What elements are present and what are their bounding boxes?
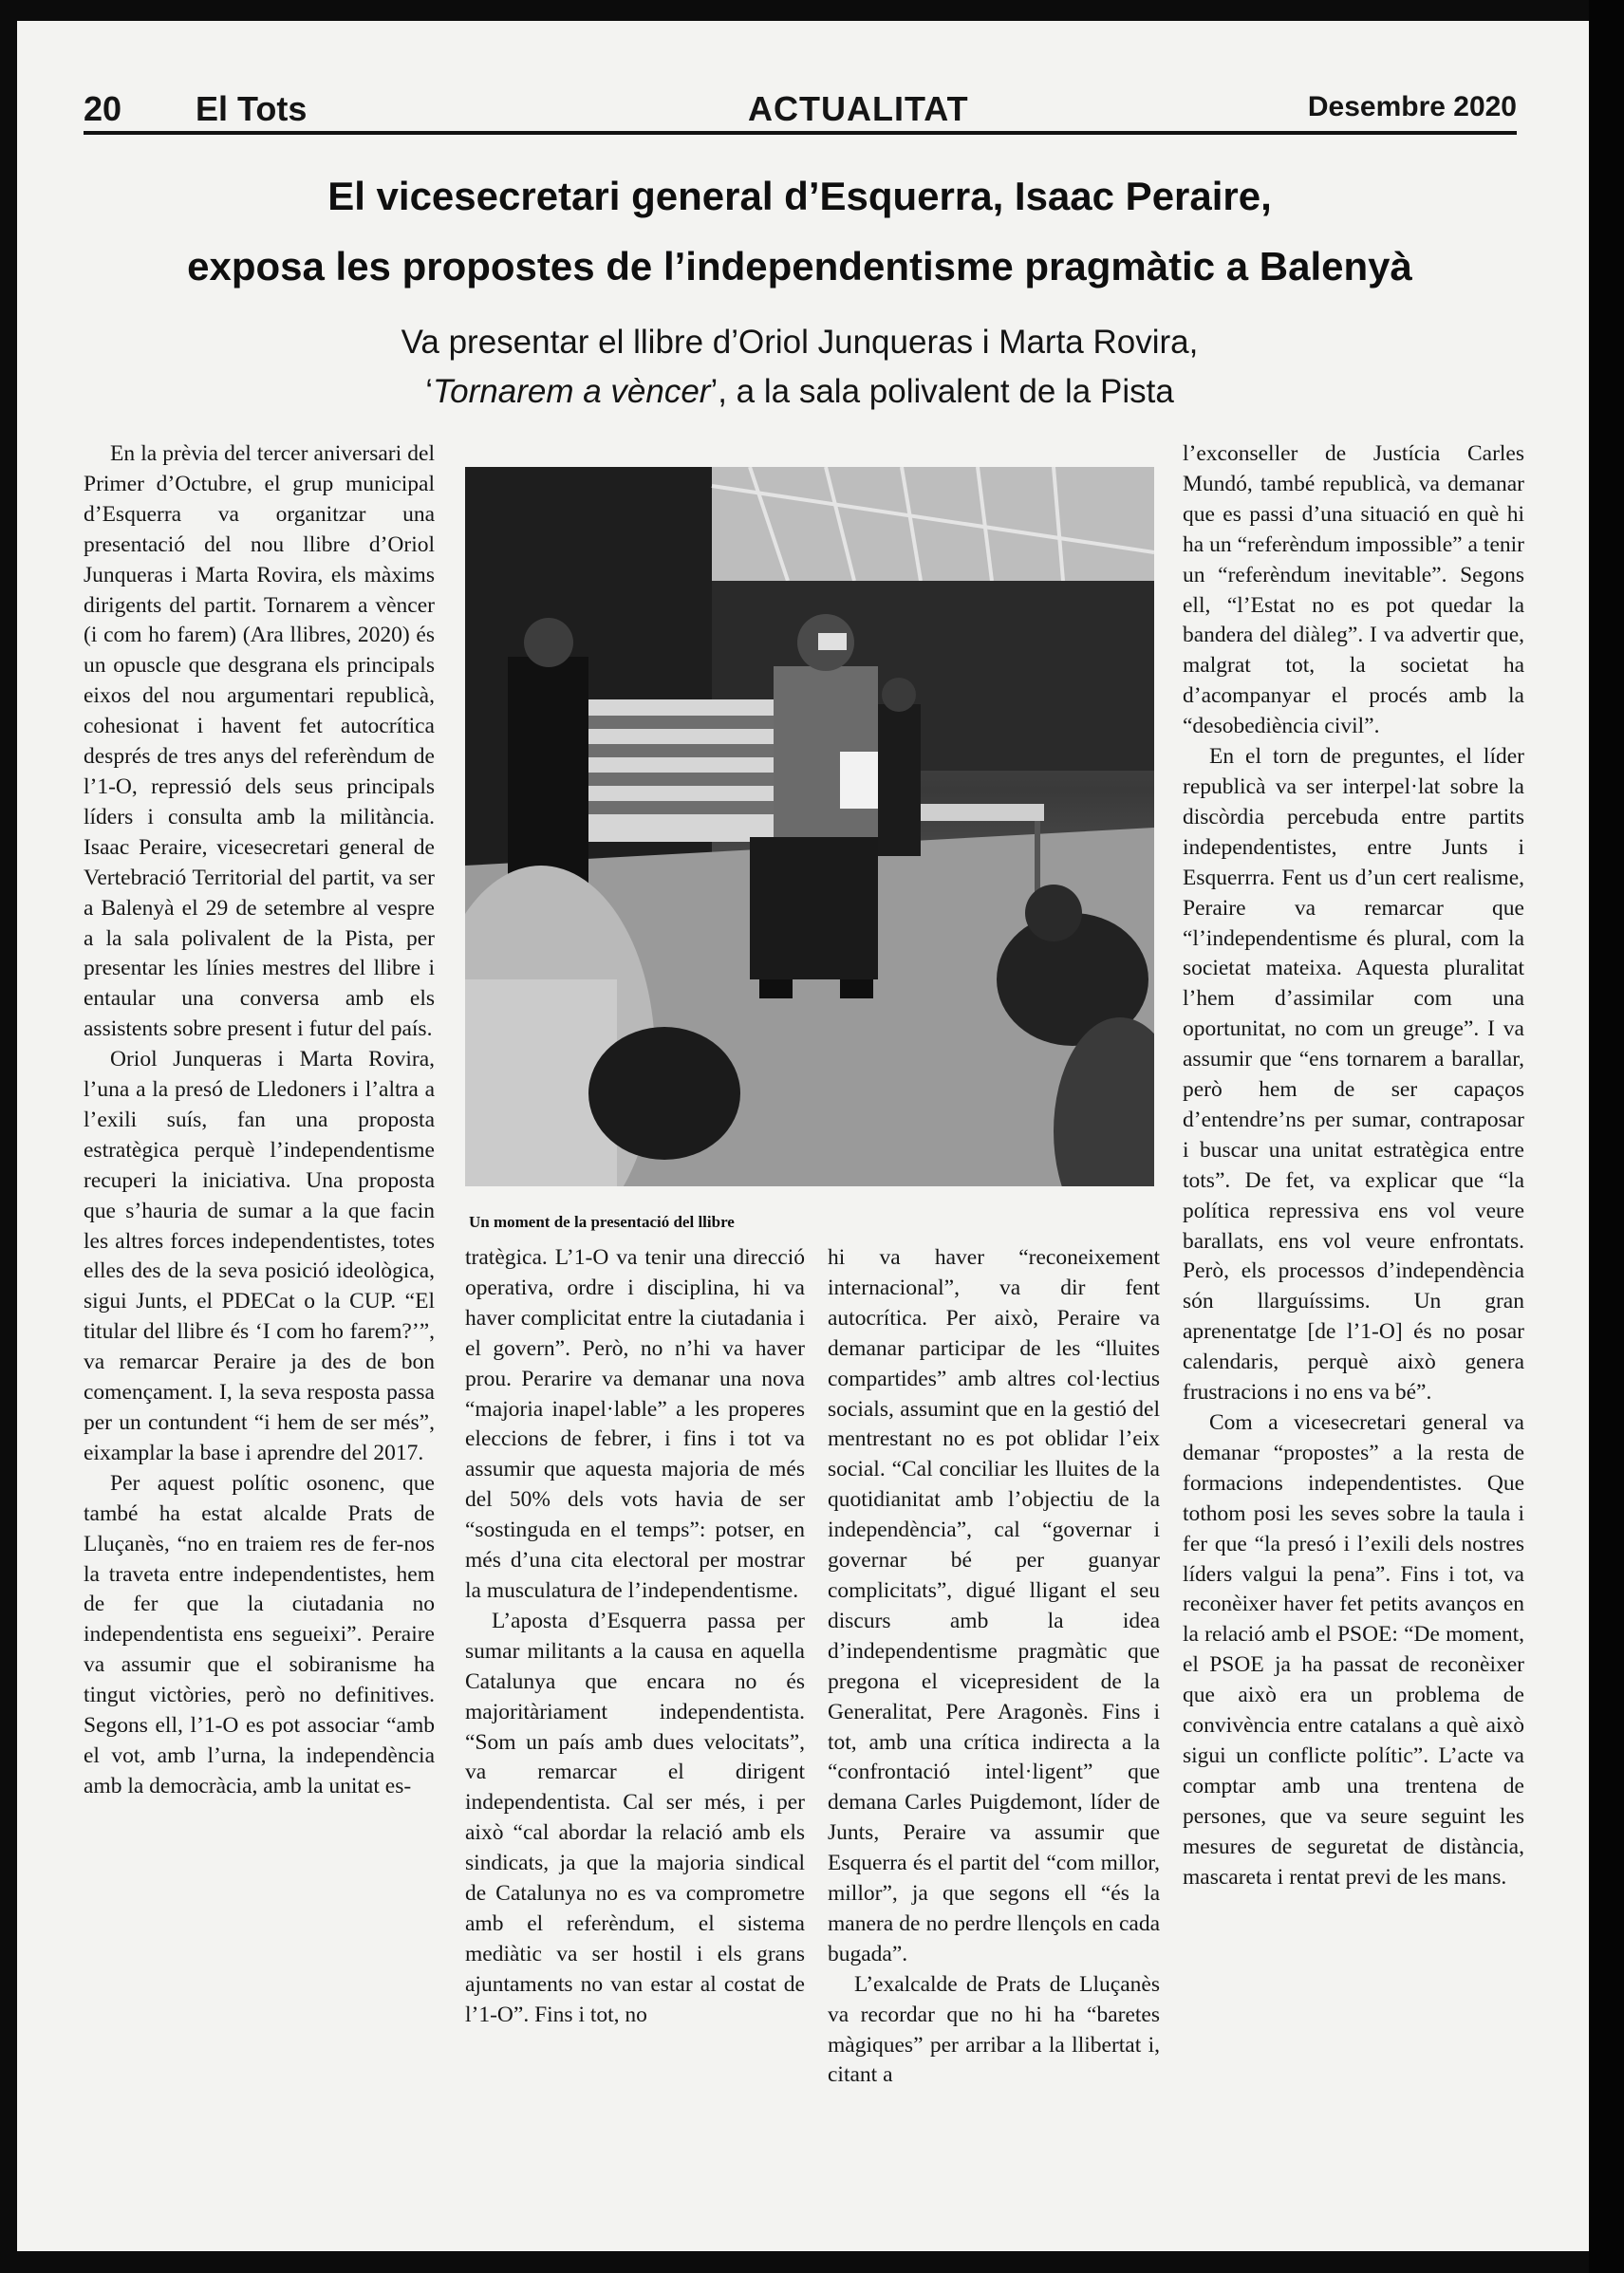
paragraph: En el torn de preguntes, el líder republicà va ser interpel·lat sobre la discòrdia percebuda entre partits independentistes, entre Junts i Esquerrra. Fent us d’un cert realisme, Peraire va remarcar que “l’independentisme és plural, com la societat mateixa. Aquesta pluralitat l’hem d’assimilar com una oportunitat, no com un greuge”. I va assumir que “ens tornarem a barallar, però hem de ser capaços d’entendre’ns per sumar, contraposar i buscar una unitat estratègica entre tots”. De fet, va explicar que “la política repressiva ens vol veure barallats, ens vol veure enfrontats. Però, els processos d’independència són llarguíssims. Un gran aprenentatge [de l’1-O] és no posar calendaris, perquè això genera frustracions i no ens va bé”. bbox=[1183, 744, 1524, 1406]
paragraph: tratègica. L’1-O va tenir una direcció operativa, ordre i disciplina, hi va haver complicitat entre la ciutadania i el govern”. Però, no n’hi va haver prou. Perarire va demanar una nova “majoria inapel·lable” a les properes eleccions de febrer, i fins i tot va assumir que aquesta majoria de més del 50% dels vots havia de ser “sostinguda en el temps”: potser, en més d’una cita electoral per mostrar la musculatura de l’independentisme. bbox=[465, 1245, 805, 1603]
page-number: 20 bbox=[84, 89, 122, 128]
article-column-2 bbox=[465, 1243, 805, 2031]
header-rule bbox=[84, 131, 1517, 135]
paragraph: Per aquest polític osonenc, que també ha estat alcalde Prats de Lluçanès, “no en traiem res de fer-nos la traveta entre independentistes, hem de fer que la ciutadania no independentista ens segueixi”. Peraire va assumir que el sobiranisme ha tingut victòries, però no definitives. Segons ell, l’1-O es pot associar “amb el vot, amb l’urna, la independència amb la democràcia, amb la unitat es- bbox=[84, 1470, 435, 1798]
subheadline-line-2-rest: ’, a la sala polivalent de la Pista bbox=[710, 373, 1174, 410]
subheadline-line-2 bbox=[66, 367, 1533, 417]
paragraph: En la prèvia del tercer aniversari del Primer d’Octubre, el grup municipal d’Esquerra va organitzar una presentació del nou llibre d’Oriol Junqueras i Marta Rovira, els màxims dirigents del partit. Tornarem a vèncer (i com ho farem) (Ara llibres, 2020) és un opuscle que desgrana els principals eixos del nou argumentari republicà, cohesionat i havent fet autocrítica després de tres anys del referèndum de l’1-O, repressió dels seus principals líders i consulta amb la militància. Isaac Peraire, vicesecretari general de Vertebració Territorial del partit, va ser a Balenyà el 29 de setembre al vespre a la sala polivalent de la Pista, per presentar les línies mestres del llibre i entaular una conversa amb els assistents sobre present i futur del país. bbox=[84, 441, 435, 1042]
article-column-3 bbox=[828, 1243, 1160, 2091]
photo-caption: Un moment de la presentació del llibre bbox=[469, 1213, 735, 1231]
paragraph: Oriol Junqueras i Marta Rovira, l’una a la presó de Lledoners i l’altra a l’exili suís, fan una proposta estratègica perquè l’independentisme recuperi la iniciativa. Una proposta que s’hauria de sumar a la que facin les altres forces independentistes, totes elles des de la seva posició ideològica, sigui Junts, el PDECat o la CUP. “El titular del llibre és ‘I com ho farem?’”, va remarcar Peraire ja des de bon començament. I, la seva resposta passa per un contundent “i hem de ser més”, eixamplar la base i aprendre del 2017. bbox=[84, 1047, 435, 1465]
article-column-1 bbox=[84, 439, 435, 1802]
quote-mark: ‘ bbox=[425, 373, 433, 410]
book-title: Tornarem a vèncer bbox=[432, 373, 711, 410]
paragraph: L’exalcalde de Prats de Lluçanès va recordar que no hi ha “baretes màgiques” per arribar a la llibertat i, citant a bbox=[828, 1971, 1160, 2088]
paragraph: hi va haver “reconeixement internacional”, va dir fent autocrítica. Per això, Peraire va demanar participar de les “lluites compartides” amb altres col·lectius socials, assumint que en la gestió del mentrestant no es pot oblidar l’eix social. “Cal conciliar les lluites de la quotidianitat amb l’objectiu de la independència”, cal “governar i governar bé per guanyar complicitats”, digué lligant el seu discurs amb la idea d’independentisme pragmàtic que pregona el vicepresident de la Generalitat, Pere Aragonès. Fins i tot, amb una crítica indirecta a la “confrontació intel·ligent” que demana Carles Puigdemont, líder de Junts, Peraire va assumir que Esquerra és el partit del “com millor, millor”, ja que segons ell “és la manera de no perdre llençols en cada bugada”. bbox=[828, 1245, 1160, 1966]
headline-line-1: El vicesecretari general d’Esquerra, Isaac Peraire, bbox=[327, 174, 1272, 218]
publication-name: El Tots bbox=[196, 89, 308, 128]
subheadline-line-1: Va presentar el llibre d’Oriol Junqueras i Marta Rovira, bbox=[401, 324, 1199, 361]
article-column-4 bbox=[1183, 439, 1524, 1893]
paragraph: L’aposta d’Esquerra passa per sumar militants a la causa en aquella Catalunya que encara no és majoritàriament independentista. “Som un país amb dues velocitats”, va remarcar el dirigent independentista. Cal ser més, i per això “cal abordar la relació amb els sindicats, ja que la majoria sindical de Catalunya no es va comprometre amb el referèndum, el sistema mediàtic va ser hostil i els grans ajuntaments no van estar al costat de l’1-O”. Fins i tot, no bbox=[465, 1608, 805, 2027]
running-header bbox=[84, 68, 1517, 137]
scan-border bbox=[1589, 0, 1624, 2273]
paragraph: Com a vicesecretari general va demanar “propostes” a la resta de formacions independentistes. Que tothom posi les seves sobre la taula i fer que “la presó i l’exili dels nostres líders valgui la pena”. Fins i tot, va reconèixer haver fet petits avanços en la relació amb el PSOE: “De moment, el PSOE ja ha passat de reconèixer que això era un problema de convivència entre catalans a què això sigui un conflicte polític”. L’acte va comptar amb una trentena de persones, que va seure seguint les mesures de seguretat de distància, mascareta i rentat previ de les mans. bbox=[1183, 1410, 1524, 1890]
issue-date: Desembre 2020 bbox=[1307, 91, 1517, 122]
headline bbox=[66, 161, 1533, 302]
photo-presentation-scene bbox=[465, 467, 1154, 1186]
headline-line-2: exposa les propostes de l’independentisme pragmàtic a Balenyà bbox=[187, 244, 1412, 289]
paragraph: l’exconseller de Justícia Carles Mundó, també republicà, va demanar que es passi d’una situació en què hi ha un “referèndum impossible” a tenir un “referèndum inevitable”. Segons ell, “l’Estat no es pot quedar la bandera del diàleg”. I va advertir que, malgrat tot, la societat ha d’acompanyar el procés amb la “desobediència civil”. bbox=[1183, 441, 1524, 739]
article-photo bbox=[465, 467, 1154, 1186]
subheadline bbox=[66, 318, 1533, 417]
section-name: ACTUALITAT bbox=[748, 89, 969, 128]
